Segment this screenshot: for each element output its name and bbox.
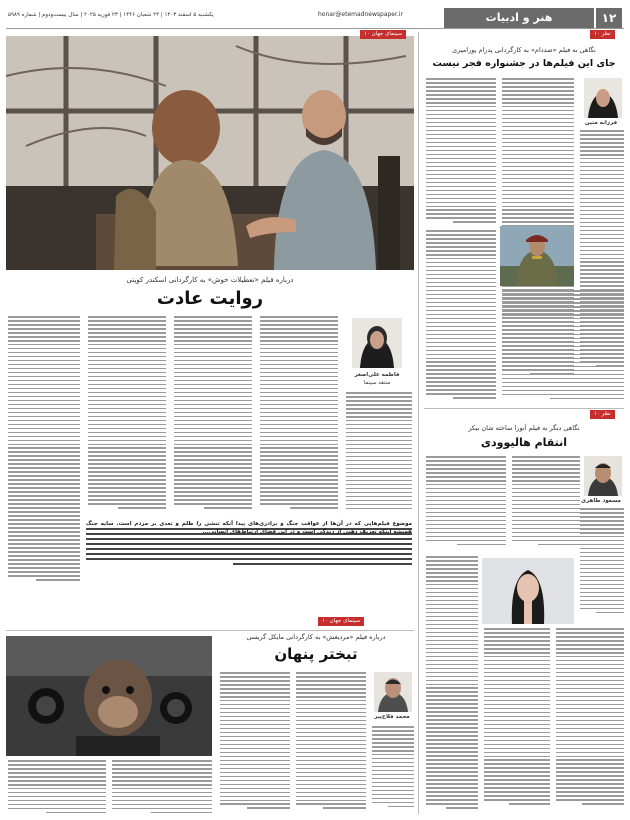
section-label: نظر ۱۰: [590, 410, 615, 419]
article-column: [218, 672, 290, 814]
article-column: [344, 392, 412, 516]
article-headline: انتقام هالیوودی: [480, 436, 568, 449]
article-column: [258, 316, 338, 516]
author-name: فرزانه متین: [584, 120, 618, 126]
article-column: [424, 230, 496, 406]
section-divider: [6, 630, 414, 631]
article-column: [172, 316, 252, 516]
header-rule: [6, 28, 624, 29]
article-headline: روایت عادت: [156, 288, 264, 309]
article-column: [6, 760, 106, 816]
pull-quote-text: موضوع فیلم‌هایی که در آن‌ها از عواقب جنگ و برادری‌های پیدا آنکه تنشی را ظلم و تعدی بر مردم است. سایه جنگ همیشه اینکه تعریف ذهنی از زندگی است و در این فضای ارتباط‌های انسانی...: [86, 521, 412, 535]
page-header: [0, 6, 630, 30]
section-email[interactable]: honar@etemadnewspaper.ir: [318, 11, 403, 18]
article-headline: جای این فیلم‌ها در جشنواره فجر نیست: [432, 58, 616, 69]
article-column: [578, 508, 624, 618]
article-column: [110, 760, 212, 816]
author-name: محمد فلاح‌‌پیر: [374, 714, 410, 720]
article-column: [424, 556, 478, 814]
article-headline: تبختر پنهان: [274, 645, 358, 663]
article-column: [510, 456, 580, 550]
section-divider: [424, 408, 624, 409]
author-portrait: [352, 318, 402, 368]
article-column: [424, 78, 496, 226]
article-kicker: نگاهی دیگر به فیلم آنورا ساخته شان بیکر: [468, 424, 580, 432]
article-column: [424, 456, 506, 550]
section-label: نظر ۱۰: [590, 30, 615, 39]
dateline: یکشنبه ۵ اسفند ۱۴۰۳ | ۲۴ شعبان ۱۴۴۶ | ۲۳ فوریه ۲۰۲۵ | سال بیست‌ودوم | شماره ۵۹۸۹: [8, 12, 214, 18]
section-label: سینمای جهان ۱۰: [360, 30, 406, 39]
article-kicker: درباره فیلم «مردیغش» به کارگردانی مایکل گریسی: [246, 633, 386, 641]
author-portrait: [584, 78, 622, 118]
column-divider: [418, 32, 419, 814]
section-label: سینمای جهان ۱۰: [318, 617, 364, 626]
film-still-photo: [500, 226, 574, 286]
author-name: مسعود طاهری: [581, 498, 621, 504]
author-name: فاطمه علی‌اصغر: [354, 372, 400, 378]
article-kicker: نگاهی به فیلم «صددام» به کارگردانی پدرام پورامیری: [452, 46, 596, 54]
article-column: [370, 726, 414, 814]
section-title: هنر و ادبیات: [444, 8, 594, 28]
article-column: [482, 628, 550, 814]
article-column: [500, 290, 624, 406]
author-portrait: [374, 672, 412, 712]
film-still-photo: [6, 636, 212, 756]
article-column: [294, 672, 366, 814]
page-number: ۱۲: [596, 8, 622, 28]
couple-cafe-photo: [6, 36, 414, 270]
article-column: [86, 316, 166, 516]
author-role: منتقد سینما: [363, 380, 391, 386]
author-portrait: [584, 456, 622, 496]
article-kicker: درباره فیلم «تعطیلات خوش» به کارگردانی اسکندر کوپتی: [126, 276, 294, 284]
film-still-photo: [482, 558, 574, 624]
pull-quote: [86, 520, 412, 584]
article-column: [6, 316, 80, 586]
article-column: [554, 628, 624, 814]
